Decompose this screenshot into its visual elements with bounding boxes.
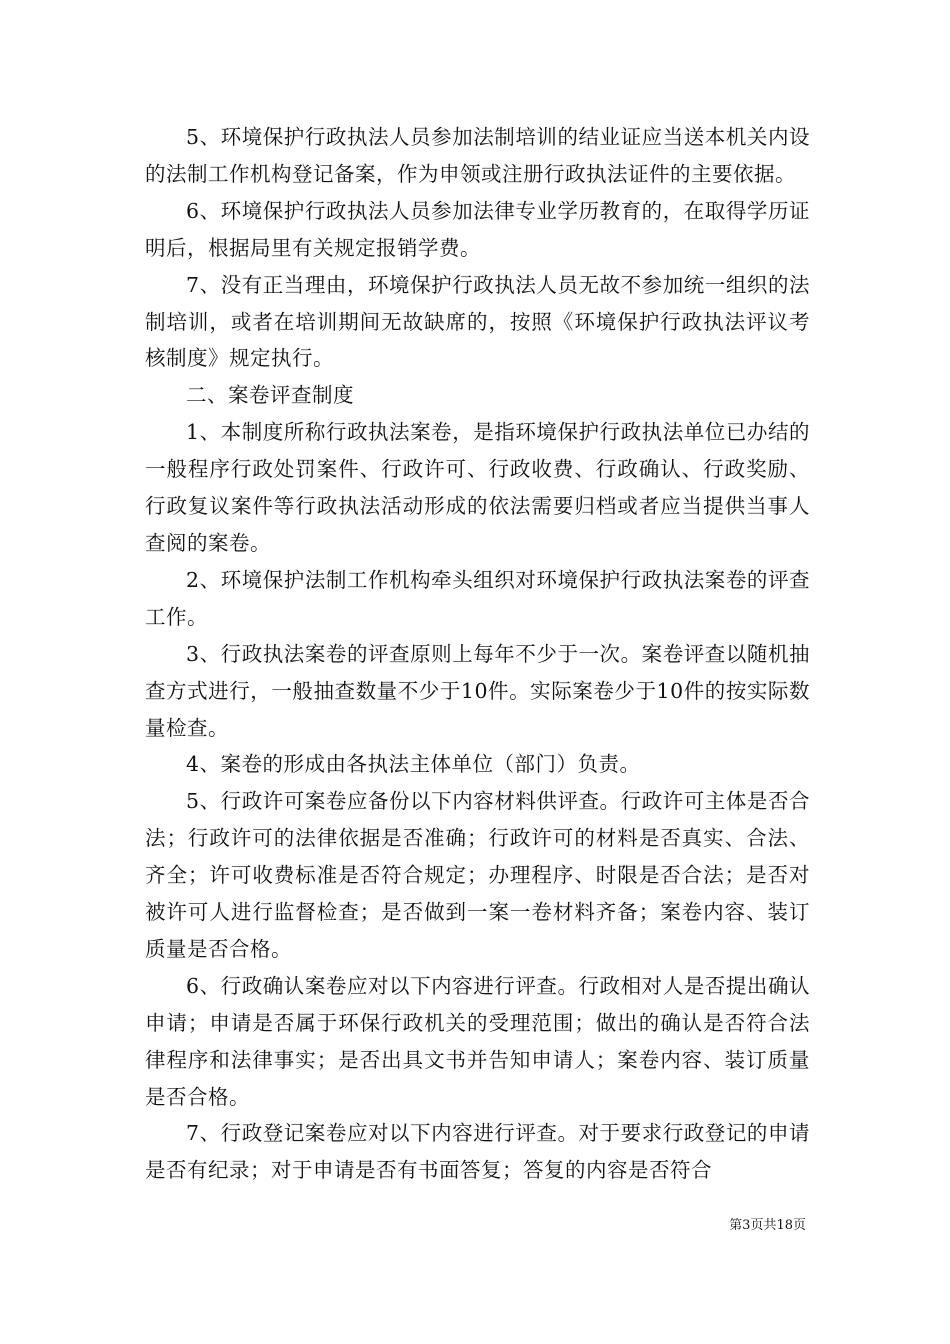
paragraph-permit-review: 5、行政许可案卷应备份以下内容材料供评查。行政许可主体是否合法；行政许可的法律依据是否准确；行政许可的材料是否真实、合法、齐全；许可收费标准是否符合规定；办理程序、时限是否合法；是否对被许可人进行监督检查；是否做到一案一卷材料齐备；案卷内容、装订质量是否合格。 [145,789,810,961]
document-body [145,119,810,1189]
paragraph-case-formation: 4、案卷的形成由各执法主体单位（部门）负责。 [186,752,641,777]
paragraph-absence-rule: 7、没有正当理由，环境保护行政执法人员无故不参加统一组织的法制培训，或者在培训期间无故缺席的，按照《环境保护行政执法评议考核制度》规定执行。 [145,272,810,371]
paragraph-case-definition: 1、本制度所称行政执法案卷，是指环境保护行政执法单位已办结的一般程序行政处罚案件、行政许可、行政收费、行政确认、行政奖励、行政复议案件等行政执法活动形成的依法需要归档或者应当提供当事人查阅的案卷。 [145,420,810,555]
section-heading-case-review: 二、案卷评查制度 [186,383,354,408]
paragraph-confirmation-review: 6、行政确认案卷应对以下内容进行评查。行政相对人是否提出确认申请；申请是否属于环保行政机关的受理范围；做出的确认是否符合法律程序和法律事实；是否出具文书并告知申请人；案卷内容、装订质量是否合格。 [145,973,810,1109]
paragraph-education-reimbursement: 6、环境保护行政执法人员参加法律专业学历教育的，在取得学历证明后，根据局里有关规定报销学费。 [145,198,810,260]
paragraph-review-organization: 2、环境保护法制工作机构牵头组织对环境保护行政执法案卷的评查工作。 [145,567,810,629]
page-number-footer: 第3页共18页 [729,1218,806,1233]
paragraph-review-frequency: 3、行政执法案卷的评查原则上每年不少于一次。案卷评查以随机抽查方式进行，一般抽查数量不少于10件。实际案卷少于10件的按实际数量检查。 [145,641,810,740]
paragraph-training-certificate: 5、环境保护行政执法人员参加法制培训的结业证应当送本机关内设的法制工作机构登记备案，作为申领或注册行政执法证件的主要依据。 [145,125,810,186]
paragraph-registration-review: 7、行政登记案卷应对以下内容进行评查。对于要求行政登记的申请是否有纪录；对于申请是否有书面答复；答复的内容是否符合 [145,1121,810,1183]
